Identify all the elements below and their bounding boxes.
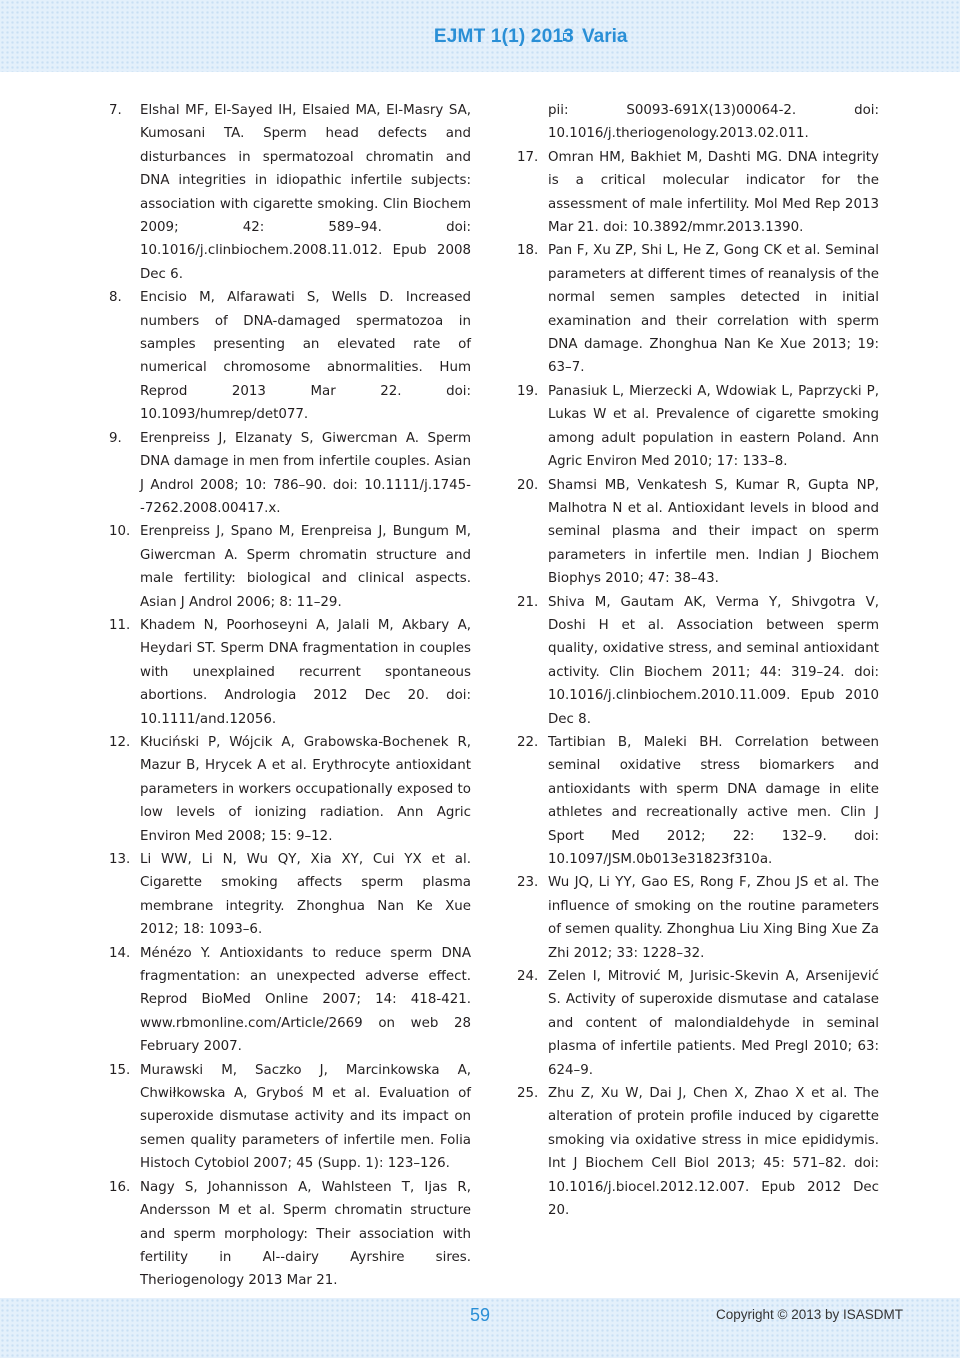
reference-text: Khadem N, Poorhoseyni A, Jalali M, Akbary A, Heydari ST. Sperm DNA fragmentation in couples with unexplained recurrent spontaneous abortions. Andrologia 2012 Dec 20. doi: 10.1111/and.12056. [140, 617, 471, 727]
reference-number: 24. [517, 969, 539, 985]
page-number: 59 [470, 1305, 491, 1325]
reference-number: 11. [109, 617, 131, 633]
reference-text: Pan F, Xu ZP, Shi L, He Z, Gong CK et al. Seminal parameters at different times of reanalysis of the normal semen samples detected in initial examination and their correlation with sperm DNA damage. Zhonghua Nan Ke Xue 2013; 19: 63–7. [548, 243, 879, 376]
reference-number: 18. [517, 243, 539, 259]
reference-text: Erenpreiss J, Elzanaty S, Giwercman A. Sperm DNA damage in men from infertile couples. Asian J Androl 2008; 10: 786–90. doi: 10.1111/j.1745--7262.2008.00417.x. [140, 430, 471, 516]
reference-number: 20. [517, 477, 539, 493]
reference-number: 15. [109, 1062, 131, 1078]
reference-text: Shamsi MB, Venkatesh S, Kumar R, Gupta NP, Malhotra N et al. Antioxidant levels in blood and seminal plasma and their impact on sperm parameters in infertile men. Indian J Biochem Biophys 2010; 47: 38–43. [548, 477, 879, 587]
reference-item [517, 239, 879, 379]
reference-column-left [109, 99, 471, 1293]
reference-number: 23. [517, 875, 539, 891]
reference-item [109, 520, 471, 614]
reference-item [517, 591, 879, 731]
reference-text: Elshal MF, El-Sayed IH, Elsaied MA, El-Masry SA, Kumosani TA. Sperm head defects and disturbances in spermatozoal chromatin and DNA integrities in idiopathic infertile subjects: association with cigarette smoking. Clin Biochem 2009; 42: 589–94. doi: 10.1016/j.clinbiochem.2008.11.012. Epub 2008 Dec 6. [140, 103, 471, 282]
reference-text: Li WW, Li N, Wu QY, Xia XY, Cui YX et al. Cigarette smoking affects sperm plasma membrane integrity. Zhonghua Nan Ke Xue 2012; 18: 1093–6. [140, 852, 471, 938]
reference-item [109, 614, 471, 731]
reference-item [517, 965, 879, 1082]
reference-text: Nagy S, Johannisson A, Wahlsteen T, Ijas R, Andersson M et al. Sperm chromatin structure and sperm morphology: Their association with fertility in Al--dairy Ayrshire sires. Theriogenology 2013 Mar 21. [140, 1179, 471, 1289]
reference-item [109, 1176, 471, 1293]
reference-text: Tartibian B, Maleki BH. Correlation between seminal oxidative stress biomarkers and antioxidants with sperm DNA damage in elite athletes and recreationally active men. Clin J Sport Med 2012; 22: 132–9. doi: 10.1097/JSM.0b013e31823f310a. [548, 734, 879, 867]
reference-item [109, 427, 471, 521]
reference-number: 10. [109, 524, 131, 540]
reference-text: Omran HM, Bakhiet M, Dashti MG. DNA integrity is a critical molecular indicator for the assessment of male infertility. Mol Med Rep 2013 Mar 21. doi: 10.3892/mmr.2013.1390. [548, 149, 879, 236]
reference-column-right [517, 99, 879, 1223]
reference-text: Encisio M, Alfarawati S, Wells D. Increased numbers of DNA-damaged spermatozoa in samples presenting an elevated rate of numerical chromosome abnormalities. Hum Reprod 2013 Mar 22. doi: 10.1093/humrep/det077. [140, 290, 471, 423]
section-title: Varia [582, 26, 628, 47]
reference-continuation: pii: S0093-691X(13)00064-2. doi: 10.1016/j.theriogenology.2013.02.011. [548, 103, 879, 142]
reference-item [109, 942, 471, 1059]
reference-item [517, 731, 879, 871]
reference-number: 9. [109, 430, 122, 446]
reference-text: Murawski M, Saczko J, Marcinkowska A, Chwiłkowska A, Gryboś M et al. Evaluation of superoxide dismutase activity and its impact on semen quality parameters of infertile men. Folia Histoch Cytobiol 2007; 45 (Supp. 1): 123–126. [140, 1062, 471, 1172]
reference-number: 21. [517, 594, 539, 610]
journal-title: EJMT 1(1) 2013 [433, 26, 574, 47]
reference-text: Wu JQ, Li YY, Gao ES, Rong F, Zhou JS et al. The influence of smoking on the routine parameters of semen quality. Zhonghua Liu Xing Bing Xue Za Zhi 2012; 33: 1228–32. [548, 875, 879, 961]
reference-item [517, 474, 879, 591]
reference-text: Panasiuk L, Mierzecki A, Wdowiak L, Paprzycki P, Lukas W et al. Prevalence of cigarette smoking among adult population in eastern Poland. Ann Agric Environ Med 2010; 17: 133–8. [548, 383, 879, 470]
reference-text: Ménézo Y. Antioxidants to reduce sperm DNA fragmentation: an unexpected adverse effect. Reprod BioMed Online 2007; 14: 418-421. www.rbmonline.com/Article/2669 on web 28 February 2007. [140, 945, 471, 1055]
reference-number: 17. [517, 149, 539, 165]
reference-item [109, 731, 471, 848]
reference-number: 12. [109, 734, 131, 750]
reference-item [109, 99, 471, 286]
reference-text: Kłuciński P, Wójcik A, Grabowska-Bochenek R, Mazur B, Hrycek A et al. Erythrocyte antioxidant parameters in workers occupationally exposed to low levels of ionizing radiation. Ann Agric Environ Med 2008; 15: 9–12. [140, 734, 471, 844]
reference-item [109, 1059, 471, 1176]
reference-item [517, 1082, 879, 1222]
reference-item [517, 871, 879, 965]
reference-text: Erenpreiss J, Spano M, Erenpreisa J, Bungum M, Giwercman A. Sperm chromatin structure and male fertility: biological and clinical aspects. Asian J Androl 2006; 8: 11–29. [140, 524, 471, 610]
reference-number: 25. [517, 1086, 539, 1102]
reference-text: Zhu Z, Xu W, Dai J, Chen X, Zhao X et al. The alteration of protein profile induced by cigarette smoking via oxidative stress in mice epididymis. Int J Biochem Cell Biol 2013; 45: 571–82. doi: 10.1016/j.biocel.2012.12.007. Epub 2012 Dec 20. [548, 1086, 879, 1219]
reference-number: 13. [109, 852, 131, 867]
reference-item [517, 146, 879, 240]
square-bullet-icon [563, 33, 571, 41]
reference-text: Shiva M, Gautam AK, Verma Y, Shivgotra V, Doshi H et al. Association between sperm quality, oxidative stress, and seminal antioxidant activity. Clin Biochem 2011; 44: 319–24. doi: 10.1016/j.clinbiochem.2010.11.009. Epub 2010 Dec 8. [548, 594, 879, 727]
reference-number: 19. [517, 383, 539, 399]
reference-item [109, 848, 471, 942]
reference-item [109, 286, 471, 426]
reference-number: 7. [109, 103, 122, 118]
reference-number: 14. [109, 945, 131, 961]
reference-number: 8. [109, 290, 122, 306]
copyright-notice: Copyright © 2013 by ISASDMT [716, 1307, 904, 1322]
reference-number: 16. [109, 1179, 131, 1195]
reference-number: 22. [517, 734, 539, 750]
reference-item [517, 380, 879, 474]
reference-text: Zelen I, Mitrović M, Jurisic-Skevin A, Arsenijević S. Activity of superoxide dismutase and catalase and content of malondialdehyde in seminal plasma of infertile patients. Med Pregl 2010; 63: 624–9. [548, 969, 879, 1078]
